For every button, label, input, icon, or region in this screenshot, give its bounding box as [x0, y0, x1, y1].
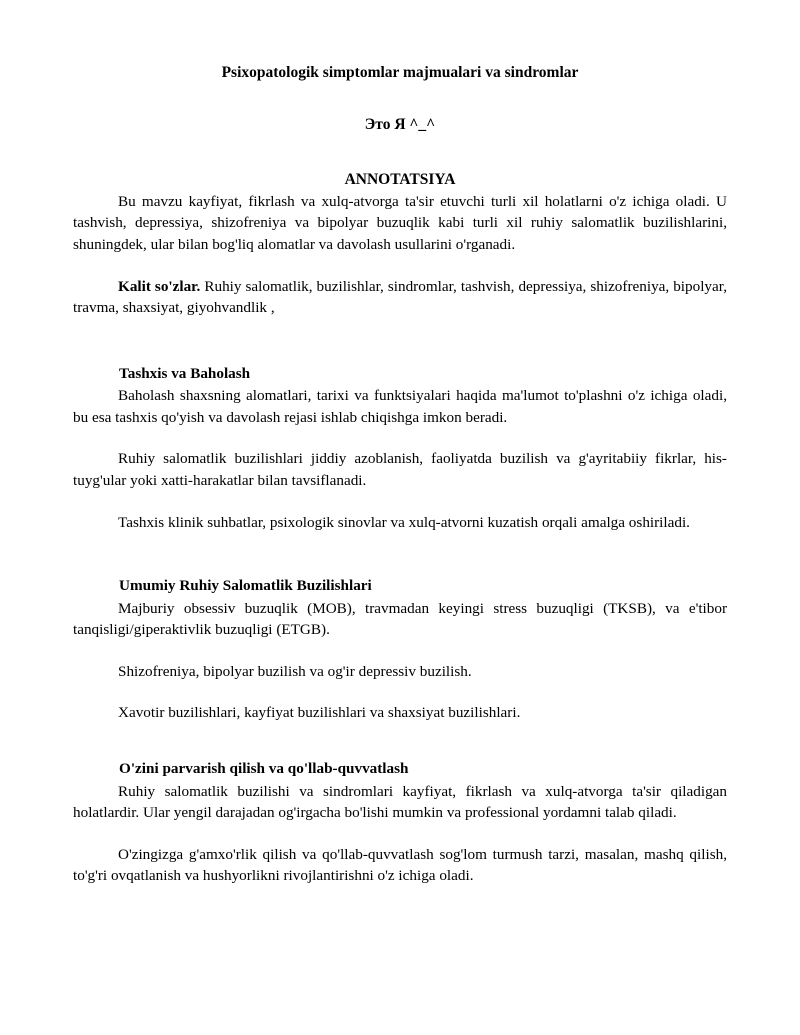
keywords-paragraph	[73, 276, 727, 319]
document-subtitle: Это Я ^_^	[364, 115, 436, 133]
page-title: Psixopatologik simptomlar majmualari va sindromlar	[221, 64, 579, 81]
annotation-paragraph: Bu mavzu kayfiyat, fikrlash va xulq-atvorga ta'sir etuvchi turli xil holatlarni o'z ichiga oladi. U tashvish, depressiya, shizofreniya va bipolyar buzuqlik kabi turli xil ruhiy salomatlik buzilishlarini, shuningdek, ular bilan bog'liq alomatlar va davolash usullarini o'rganadi.	[73, 192, 727, 253]
section-diagnosis-paragraph-3: Tashxis klinik suhbatlar, psixologik sinovlar va xulq-atvorni kuzatish orqali amalga oshiriladi.	[118, 513, 690, 531]
keywords-label: Kalit so'zlar.	[118, 277, 201, 295]
section-heading-self-care: O'zini parvarish qilish va qo'llab-quvvatlash	[119, 760, 409, 778]
section-heading-diagnosis: Tashxis va Baholash	[119, 364, 251, 382]
section-common-disorders-paragraph-1: Majburiy obsessiv buzuqlik (MOB), travmadan keyingi stress buzuqligi (TKSB), va e'tibor tanqisligi/giperaktivlik buzuqligi (ETGB).	[73, 599, 727, 639]
section-heading-common-disorders: Umumiy Ruhiy Salomatlik Buzilishlari	[119, 577, 372, 595]
section-self-care-paragraph-1: Ruhiy salomatlik buzilishi va sindromlari kayfiyat, fikrlash va xulq-atvorga ta'sir qiladigan holatlardir. Ular yengil darajadan og'irgacha bo'lishi mumkin va professional yordamni talab qiladi.	[73, 782, 727, 822]
section-diagnosis-paragraph-1: Baholash shaxsning alomatlari, tarixi va funktsiyalari haqida ma'lumot to'plashni o'z ichiga oladi, bu esa tashxis qo'yish va davolash rejasi ishlab chiqishga imkon beradi.	[73, 387, 727, 426]
section-common-disorders-paragraph-3: Xavotir buzilishlari, kayfiyat buzilishlari va shaxsiyat buzilishlari.	[118, 704, 521, 722]
section-diagnosis-paragraph-2: Ruhiy salomatlik buzilishlari jiddiy azoblanish, faoliyatda buzilish va g'ayritabiiy fikrlar, his-tuyg'ular yoki xatti-harakatlar bilan tavsiflanadi.	[73, 450, 727, 489]
section-self-care-paragraph-2: O'zingizga g'amxo'rlik qilish va qo'llab-quvvatlash sog'lom turmush tarzi, masalan, mashq qilish, to'g'ri ovqatlanish va hushyorlikni rivojlantirishni o'z ichiga oladi.	[73, 845, 727, 885]
annotation-heading: ANNOTATSIYA	[344, 171, 456, 189]
keywords-text: Ruhiy salomatlik, buzilishlar, sindromlar, tashvish, depressiya, shizofreniya, bipolyar, travma, shaxsiyat, giyohvandlik ,	[73, 277, 728, 317]
section-common-disorders-paragraph-2: Shizofreniya, bipolyar buzilish va og'ir depressiv buzilish.	[118, 662, 472, 680]
document-body	[73, 0, 727, 887]
